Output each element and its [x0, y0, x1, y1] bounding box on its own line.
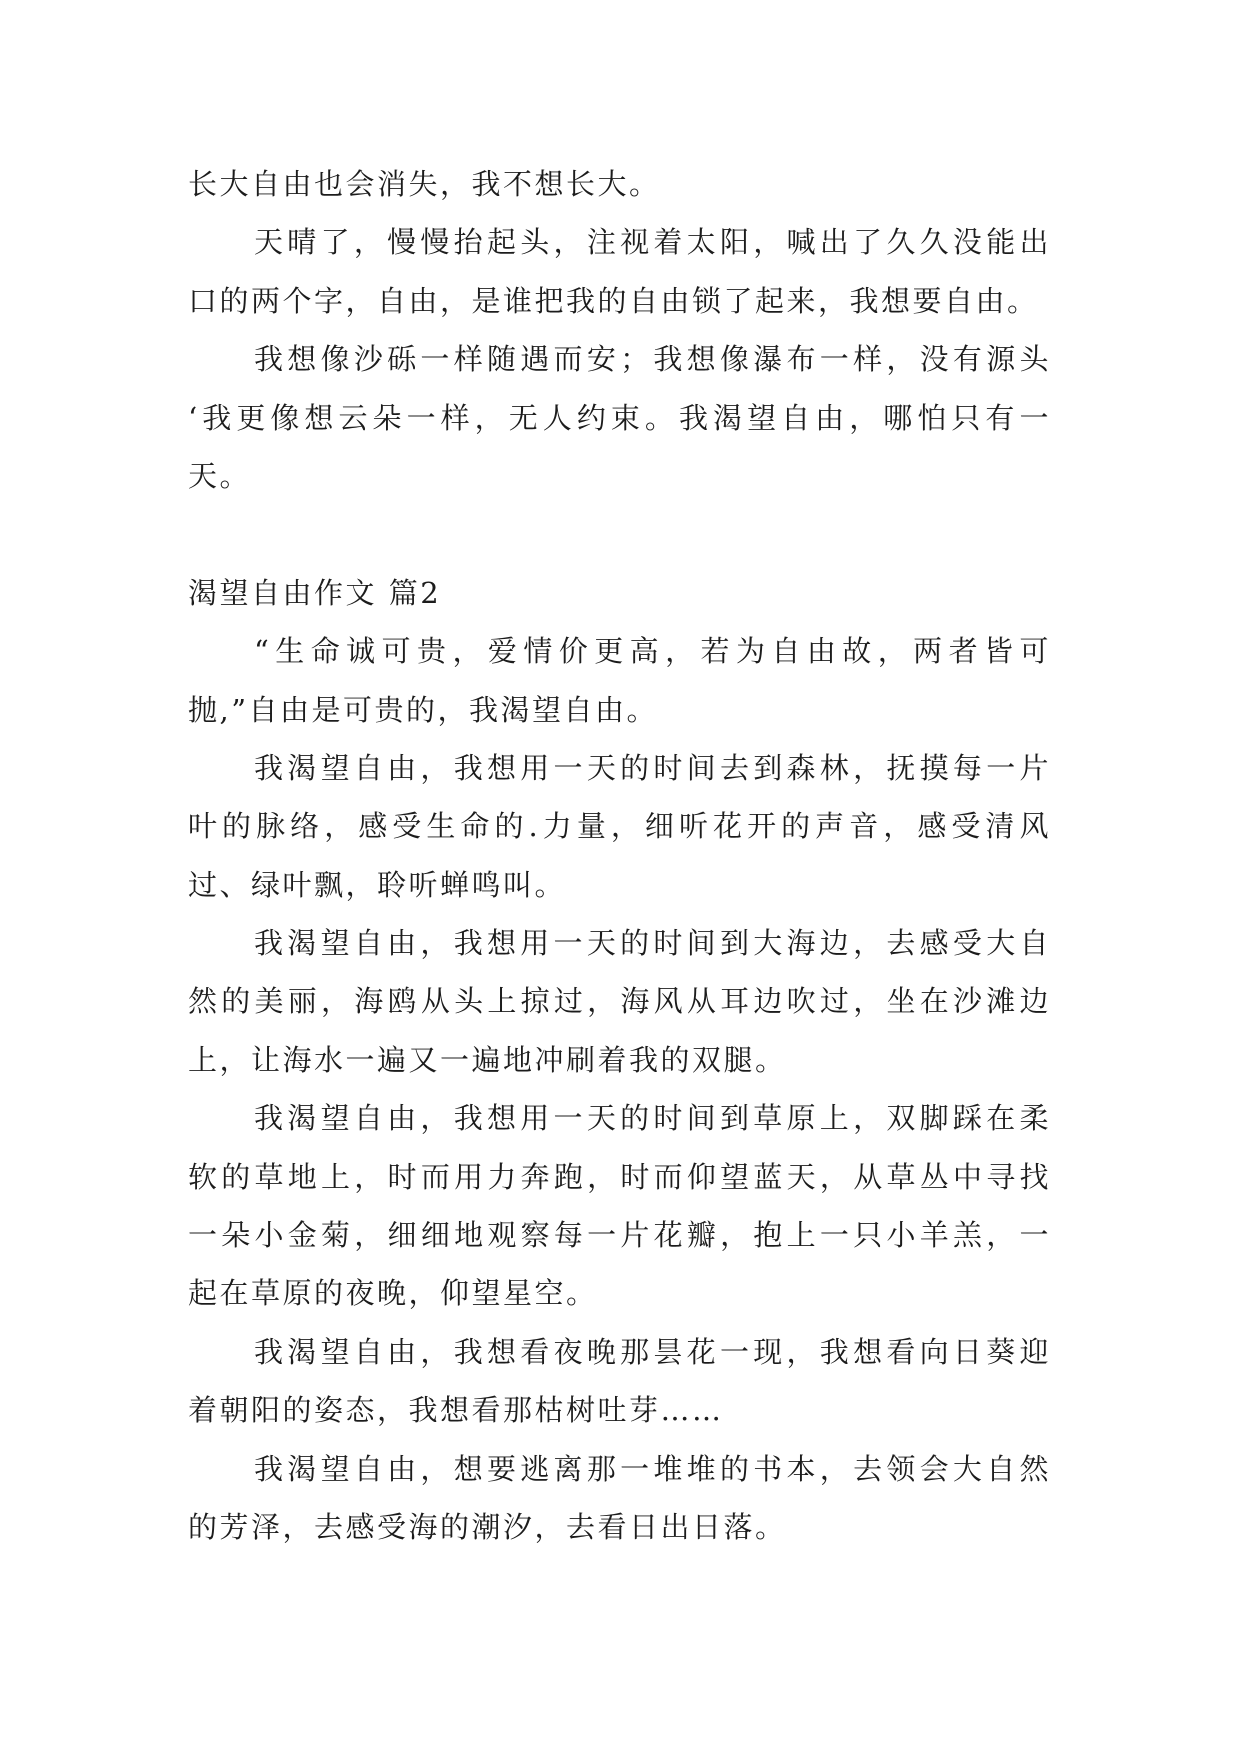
paragraph	[188, 914, 1051, 1089]
text-line: “生命诚可贵，爱情价更高，若为自由故，两者皆可	[254, 634, 1051, 669]
paragraph	[188, 739, 1051, 914]
text-line: 天。	[188, 458, 252, 493]
text-line: 的芳泽，去感受海的潮汐，去看日出日落。	[188, 1509, 787, 1544]
text-line: 叶的脉络，感受生命的.力量，细听花开的声音，感受清风	[188, 809, 1051, 844]
text-line: 我渴望自由，我想用一天的时间到草原上，双脚踩在柔	[254, 1101, 1051, 1136]
text-line: 起在草原的夜晚，仰望星空。	[188, 1276, 598, 1311]
text-line: 长大自由也会消失，我不想长大。	[188, 167, 661, 201]
text-line: 我想像沙砾一样随遇而安；我想像瀑布一样，没有源头	[254, 342, 1051, 377]
text-line: 我渴望自由，我想用一天的时间到大海边，去感受大自	[254, 926, 1051, 961]
text-line: ‘我更像想云朵一样，无人约束。我渴望自由，哪怕只有一	[188, 400, 1051, 435]
paragraph	[188, 330, 1051, 505]
text-line: 上，让海水一遍又一遍地冲刷着我的双腿。	[188, 1042, 787, 1077]
text-line: 我渴望自由，我想看夜晚那昙花一现，我想看向日葵迎	[254, 1334, 1051, 1369]
text-line: 着朝阳的姿态，我想看那枯树吐芽……	[188, 1393, 724, 1428]
text-line: 天晴了，慢慢抬起头，注视着太阳，喊出了久久没能出	[254, 225, 1051, 260]
paragraph	[188, 155, 1051, 213]
text-line: 然的美丽，海鸥从头上掠过，海风从耳边吹过，坐在沙滩边	[188, 984, 1051, 1019]
paragraph	[188, 1440, 1051, 1557]
section-heading: 渴望自由作文 篇2	[188, 575, 442, 610]
text-body	[188, 155, 1051, 1556]
text-line: 抛,”自由是可贵的，我渴望自由。	[188, 692, 659, 727]
text-line: 我渴望自由，想要逃离那一堆堆的书本，去领会大自然	[254, 1451, 1051, 1486]
paragraph	[188, 1323, 1051, 1440]
text-line: 我渴望自由，我想用一天的时间去到森林，抚摸每一片	[254, 750, 1051, 785]
paragraph	[188, 1089, 1051, 1323]
text-line: 一朵小金菊，细细地观察每一片花瓣，抱上一只小羊羔，一	[188, 1218, 1051, 1253]
text-line: 过、绿叶飘，聆听蝉鸣叫。	[188, 867, 567, 902]
text-line: 口的两个字，自由，是谁把我的自由锁了起来，我想要自由。	[188, 283, 1039, 318]
paragraph	[188, 213, 1051, 330]
paragraph	[188, 622, 1051, 739]
text-line: 软的草地上，时而用力奔跑，时而仰望蓝天，从草丛中寻找	[188, 1159, 1051, 1194]
blank-line	[188, 505, 1051, 563]
